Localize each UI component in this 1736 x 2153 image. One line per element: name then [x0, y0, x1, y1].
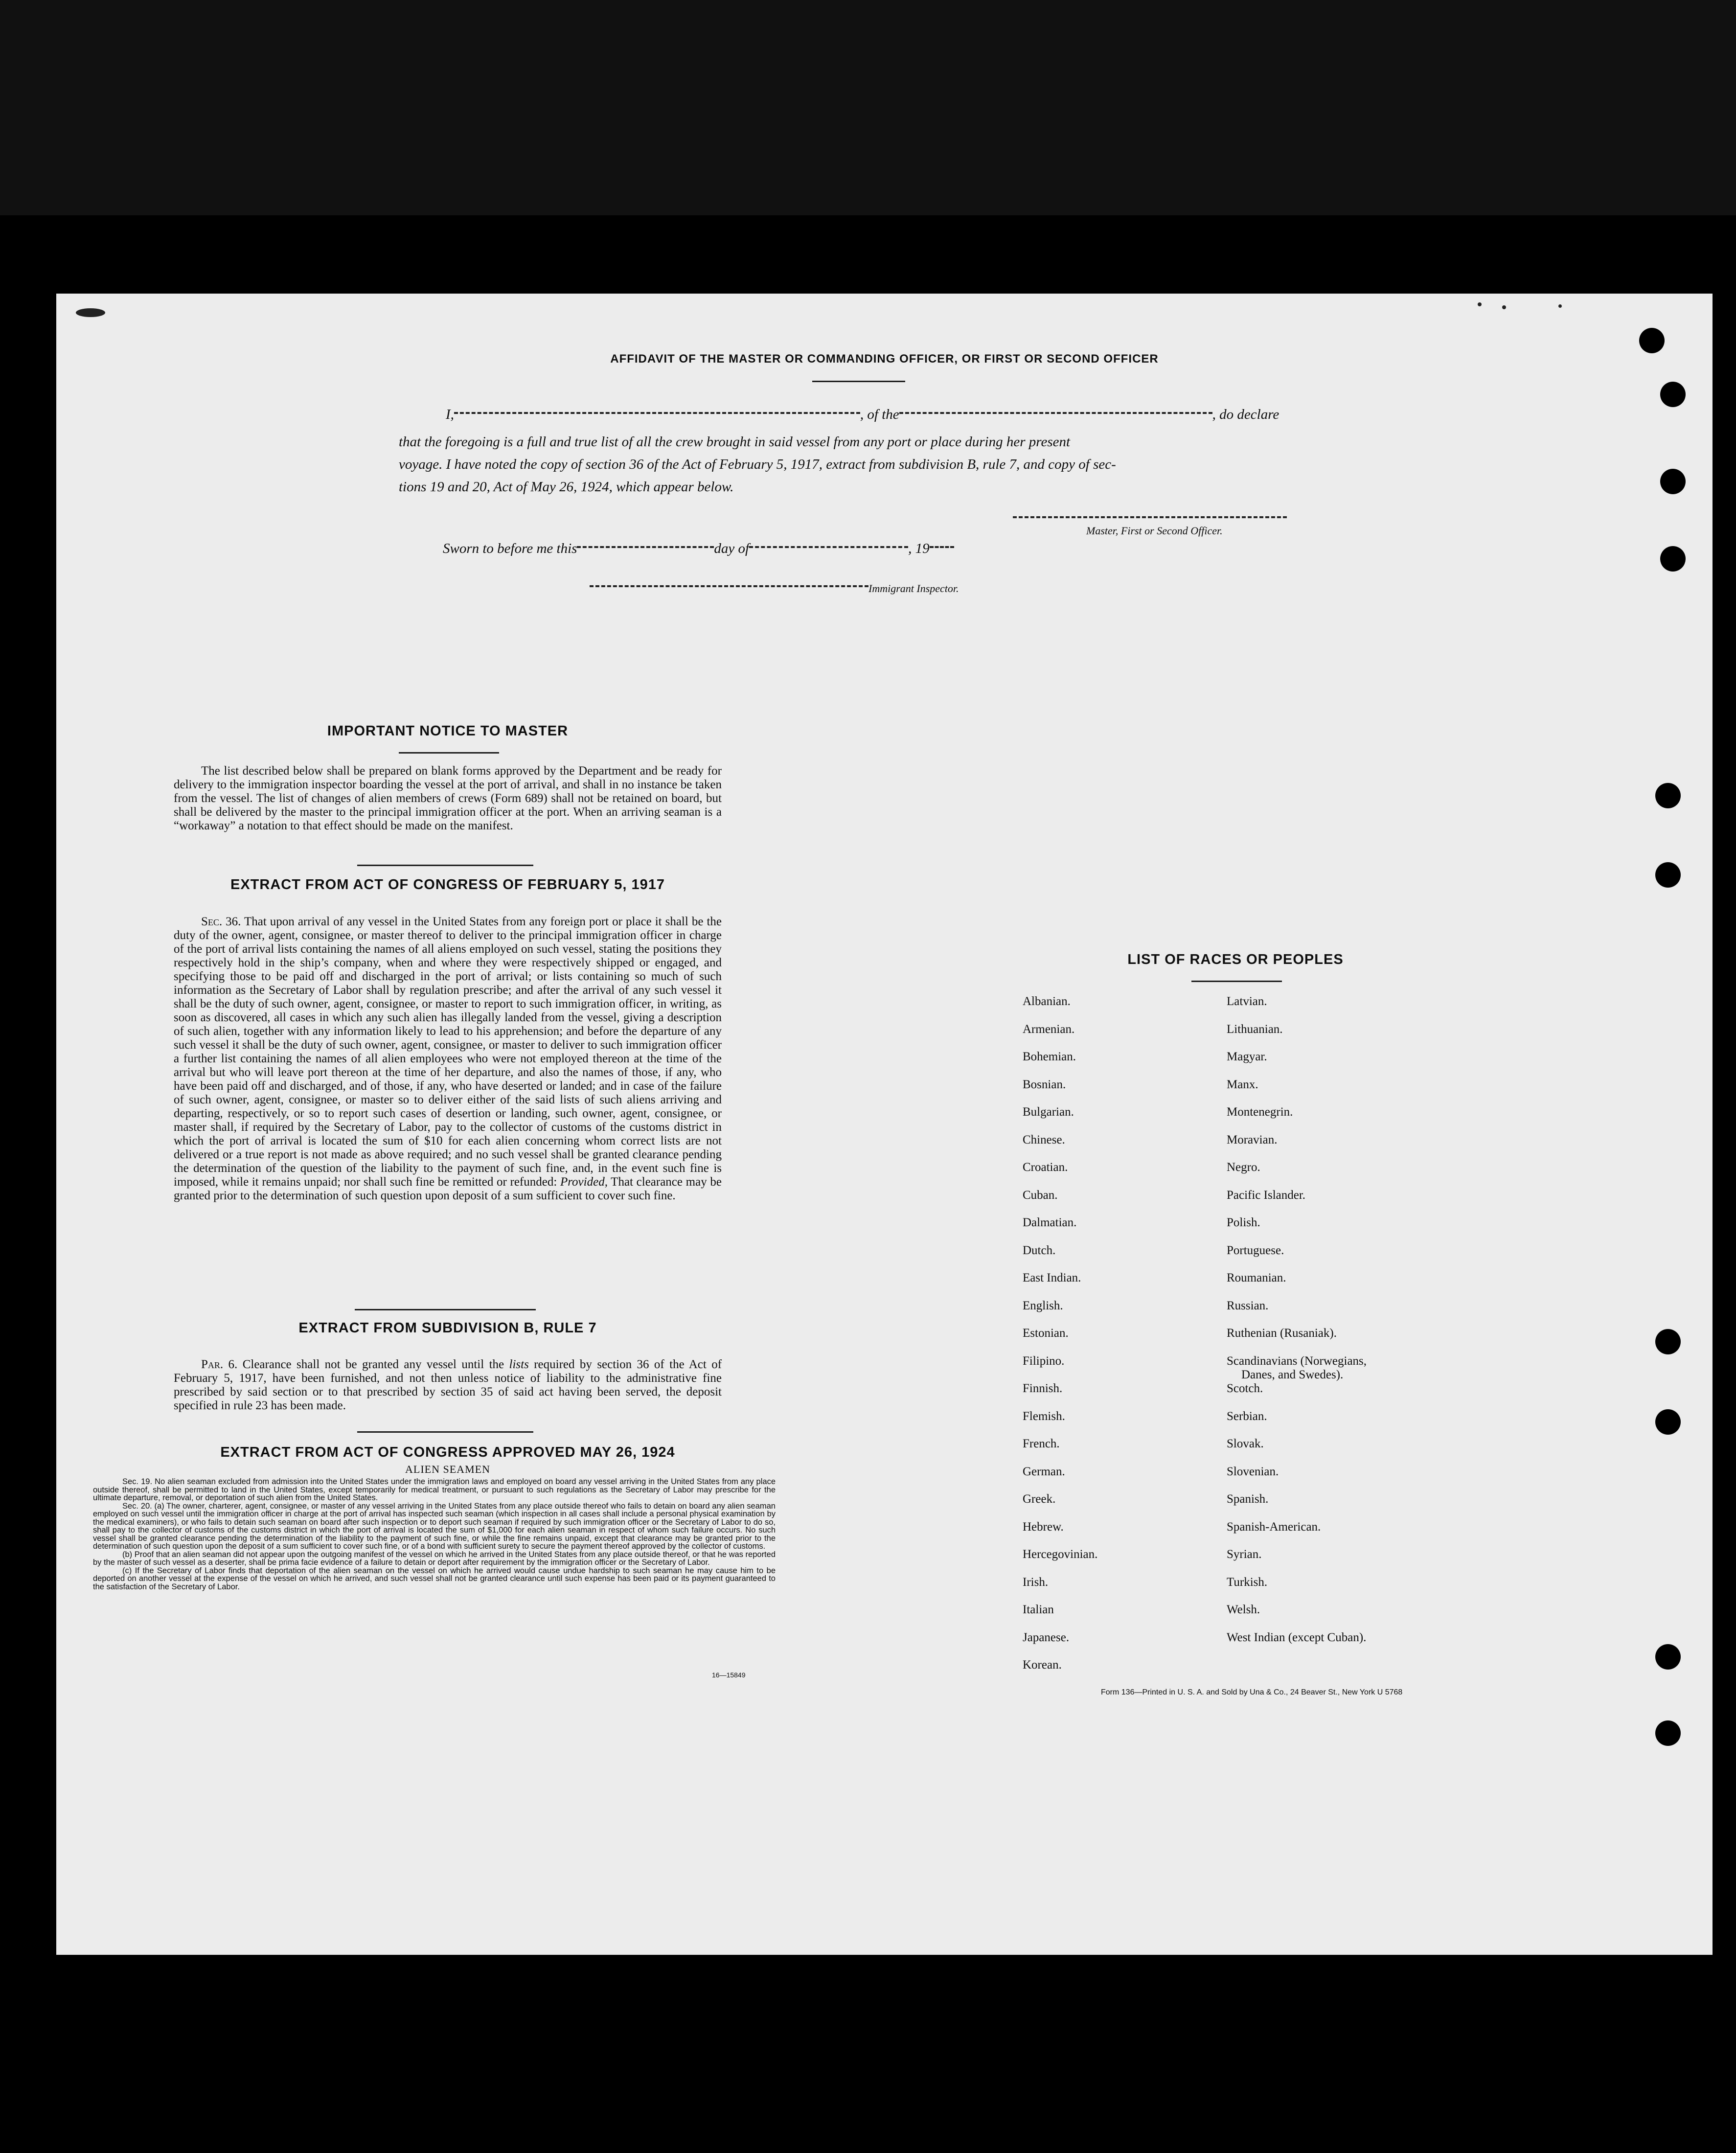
races-title: LIST OF RACES OR PEOPLES: [1127, 952, 1344, 967]
race-item: Magyar.: [1227, 1050, 1267, 1063]
punch-hole: [1660, 469, 1686, 494]
race-item: Danes, and Swedes).: [1241, 1368, 1344, 1381]
document-page: [56, 294, 1713, 1955]
scan-speck: [76, 308, 105, 317]
affidavit-declaration-line: [446, 407, 1375, 422]
rule7-body: Par. 6. Clearance shall not be granted any vessel until the lists required by section 36 of the Act of February 5, 1917, have been furnished, and not then unless notice of liability to the administrative fine prescribed by said section or to that prescribed by section 35 of said act having been served, the deposit specified in rule 23 has been made.: [174, 1358, 722, 1412]
punch-hole: [1639, 328, 1665, 353]
name-blank[interactable]: [454, 412, 860, 414]
par6-label: Par. 6.: [201, 1358, 238, 1371]
race-item: East Indian.: [1023, 1271, 1081, 1284]
race-item: Cuban.: [1023, 1188, 1058, 1202]
sec19-paragraph: Sec. 19. No alien seaman excluded from admission into the United States under the immigration laws and employed on board any vessel arriving in the United States from any place outside thereof, shall be permitted to land in the United States, except temporarily for medical treatment, or pursuant to such regulations as the Secretary of Labor may prescribe for the ultimate departure, removal, or deportation of such alien from the United States.: [93, 1477, 776, 1502]
rule7-title: EXTRACT FROM SUBDIVISION B, RULE 7: [298, 1320, 597, 1336]
punch-hole: [1660, 382, 1686, 407]
race-item: Hebrew.: [1023, 1520, 1064, 1534]
race-item: Ruthenian (Rusaniak).: [1227, 1327, 1337, 1340]
scan-background-top: [0, 0, 1736, 215]
affidavit-body: [399, 431, 1377, 498]
race-item: Armenian.: [1023, 1022, 1075, 1036]
race-item: Greek.: [1023, 1492, 1056, 1506]
race-item: Estonian.: [1023, 1327, 1069, 1340]
sworn-year-blank[interactable]: [930, 546, 954, 548]
affidavit-body-line: voyage. I have noted the copy of section 36 of the Act of February 5, 1917, extract from subdivision B, rule 7, and copy of sec-: [399, 457, 1116, 472]
punch-hole: [1655, 1644, 1681, 1670]
race-item: West Indian (except Cuban).: [1227, 1630, 1367, 1644]
race-item: Montenegrin.: [1227, 1105, 1293, 1119]
scan-speck: [1478, 302, 1482, 306]
race-item: Slovenian.: [1227, 1465, 1279, 1478]
race-item: Welsh.: [1227, 1603, 1260, 1616]
print-code: 16—15849: [712, 1671, 746, 1679]
divider: [399, 752, 499, 754]
form-note: Form 136—Printed in U. S. A. and Sold by Una & Co., 24 Beaver St., New York U 5768: [1101, 1688, 1403, 1696]
sworn-year-prefix: , 19: [908, 541, 930, 556]
race-item: Croatian.: [1023, 1161, 1068, 1174]
act1917-body: Sec. 36. That upon arrival of any vessel in the United States from any foreign port or place it shall be the duty of the owner, agent, consignee, or master thereof to deliver to the principal immigration officer in charge of the port of arrival lists containing the names of all aliens employed on such vessel, stating the positions they respectively hold in the ship’s company, when and where they were respectively shipped or engaged, and specifying those to be paid off and discharged in the port of arrival; or lists containing so much of such information as the Secretary of Labor shall by regulation prescribe; and after the arrival of any such vessel it shall be the duty of such owner, agent, consignee, or master to report to such immigration officer, in writing, as soon as discovered, all cases in which any such alien has illegally landed from the vessel, giving a description of such alien, together with any information likely to lead to his apprehension; and before the departure of any such vessel it shall be the duty of such owner, agent, consignee, or master to deliver to such immigration officer a further list containing the names of all alien employees who were not employed thereon at the time of the arrival but who will leave port thereon at the time of her departure, and also the names of those, if any, who have been paid off and discharged, and of those, if any, who have deserted or landed; and in case of the failure of such owner, agent, consignee, or master so to deliver either of the said lists of such aliens arriving and departing, respectively, or so to report such cases of desertion or landing, such owner, agent, consignee, or master shall, if required by the Secretary of Labor, pay to the collector of customs of the customs district in which the port of arrival is located the sum of $10 for each alien concerning whom correct lists are not delivered or a true report is not made as above required; and no such vessel shall be granted clearance pending the determination of the question of the liability to the payment of such fine, and, in the event such fine is imposed, while it remains unpaid; nor shall such fine be remitted or refunded: Provided, That clearance may be granted prior to the determination of such question upon deposit of a sum sufficient to cover such fine.: [174, 915, 722, 1202]
scan-speck: [1502, 305, 1506, 309]
punch-hole: [1655, 1409, 1681, 1435]
race-item: Latvian.: [1227, 995, 1267, 1008]
act1924-subtitle: ALIEN SEAMEN: [405, 1463, 490, 1475]
act1924-title: EXTRACT FROM ACT OF CONGRESS APPROVED MAY 26, 1924: [220, 1444, 675, 1460]
race-item: Serbian.: [1227, 1409, 1267, 1423]
race-item: Irish.: [1023, 1575, 1049, 1589]
divider: [355, 1309, 536, 1310]
race-item: Korean.: [1023, 1658, 1062, 1672]
vessel-blank[interactable]: [899, 412, 1212, 414]
race-item: Syrian.: [1227, 1548, 1262, 1561]
divider: [357, 1431, 533, 1433]
race-item: Scandinavians (Norwegians,: [1227, 1354, 1367, 1368]
race-item: Bulgarian.: [1023, 1105, 1074, 1119]
punch-hole: [1655, 862, 1681, 888]
notice-title: IMPORTANT NOTICE TO MASTER: [327, 723, 569, 739]
race-item: Filipino.: [1023, 1354, 1065, 1368]
act1924-body: [93, 1478, 776, 1591]
race-item: Chinese.: [1023, 1133, 1065, 1146]
master-signature-line[interactable]: [1013, 516, 1287, 518]
notice-body: The list described below shall be prepared on blank forms approved by the Department and be ready for delivery to the immigration inspector boarding the vessel at the port of arrival, and shall in no instance be taken from the vessel. The list of changes of alien members of crews (Form 689) shall not be retained on board, but shall be delivered by the master to the principal immigration officer at the port. When an arriving seaman is a “workaway” a notation to that effect should be made on the manifest.: [174, 764, 722, 832]
race-item: German.: [1023, 1465, 1065, 1478]
affidavit-i: I,: [446, 407, 454, 422]
race-item: Lithuanian.: [1227, 1022, 1283, 1036]
punch-hole: [1655, 1329, 1681, 1354]
race-item: Japanese.: [1023, 1630, 1070, 1644]
divider: [812, 381, 905, 382]
race-item: Slovak.: [1227, 1437, 1264, 1450]
race-item: Dutch.: [1023, 1243, 1056, 1257]
race-item: Manx.: [1227, 1077, 1258, 1091]
race-item: Albanian.: [1023, 995, 1071, 1008]
race-item: Spanish.: [1227, 1492, 1269, 1506]
sworn-prefix: Sworn to before me this: [443, 541, 577, 556]
sec36-label: Sec. 36.: [201, 915, 241, 928]
race-item: Spanish-American.: [1227, 1520, 1321, 1534]
race-item: Turkish.: [1227, 1575, 1268, 1589]
divider: [357, 865, 533, 866]
race-item: Negro.: [1227, 1161, 1260, 1174]
act1917-title: EXTRACT FROM ACT OF CONGRESS OF FEBRUARY 5, 1917: [230, 877, 665, 893]
race-item: Pacific Islander.: [1227, 1188, 1306, 1202]
race-item: Polish.: [1227, 1216, 1260, 1229]
race-item: Finnish.: [1023, 1382, 1063, 1395]
punch-hole: [1655, 1720, 1681, 1746]
race-item: French.: [1023, 1437, 1060, 1450]
punch-hole: [1655, 783, 1681, 808]
race-item: Hercegovinian.: [1023, 1548, 1098, 1561]
race-item: Dalmatian.: [1023, 1216, 1077, 1229]
sworn-line: [443, 541, 954, 557]
sworn-day-of: day of: [714, 541, 750, 556]
race-item: Russian.: [1227, 1299, 1269, 1312]
race-item: Bohemian.: [1023, 1050, 1076, 1063]
inspector-label: Immigrant Inspector.: [868, 582, 959, 595]
affidavit-do-declare: , do declare: [1212, 407, 1279, 422]
race-item: Flemish.: [1023, 1409, 1065, 1423]
race-item: English.: [1023, 1299, 1063, 1312]
affidavit-body-line: that the foregoing is a full and true list of all the crew brought in said vessel from any port or place during her present: [399, 434, 1071, 450]
race-item: Bosnian.: [1023, 1077, 1066, 1091]
sworn-month-blank[interactable]: [749, 546, 908, 548]
race-item: Portuguese.: [1227, 1243, 1284, 1257]
master-signature-label: Master, First or Second Officer.: [1086, 525, 1223, 537]
inspector-signature-blank[interactable]: [590, 585, 868, 587]
divider: [1191, 981, 1282, 982]
affidavit-body-line: tions 19 and 20, Act of May 26, 1924, which appear below.: [399, 479, 734, 495]
scan-speck: [1558, 304, 1562, 308]
race-item: Roumanian.: [1227, 1271, 1286, 1284]
inspector-line: [590, 582, 959, 595]
sec20c-paragraph: (c) If the Secretary of Labor finds that deportation of the alien seaman on the vessel on which he arrived would cause undue hardship to such seaman he may cause him to be deported on another vessel at the expense of the vessel on which he arrived, and such vessel shall not be granted clearance until such expense has been paid or its payment guaranteed to the satisfaction of the Secretary of Labor.: [93, 1566, 776, 1591]
race-item: Moravian.: [1227, 1133, 1278, 1146]
affidavit-of-the: , of the: [860, 407, 899, 422]
sworn-day-blank[interactable]: [577, 546, 714, 548]
race-item: Scotch.: [1227, 1382, 1263, 1395]
sec20b-paragraph: (b) Proof that an alien seaman did not appear upon the outgoing manifest of the vessel on which he arrived in the United States from any place outside thereof, or that he was reported by the master of such vessel as a deserter, shall be prima facie evidence of a failure to detain or deport after requirement by the immigration officer or the Secretary of Labor.: [93, 1550, 776, 1567]
sec20a-paragraph: Sec. 20. (a) The owner, charterer, agent, consignee, or master of any vessel arriving in the United States from any place outside thereof who fails to detain on board any alien seaman employed on such vessel until the immigration officer in charge at the port of arrival has inspected such seaman (which inspection in all cases shall include a personal physical examination by the medical examiners), or who fails to detain such seaman on board after such inspection or to deport such seaman if required by such immigration officer or the Secretary of Labor to do so, shall pay to the collector of customs of the customs district in which the port of arrival is located the sum of $1,000 for each alien seaman in respect of whom such failure occurs. No such vessel shall be granted clearance pending the determination of the liability to the payment of such fine, or while the fine remains unpaid, except that clearance may be granted prior to the determination of such question upon the deposit of a sum sufficient to cover such fine, or of a bond with sufficient surety to secure the payment thereof approved by the collector of customs.: [93, 1501, 776, 1551]
affidavit-title: AFFIDAVIT OF THE MASTER OR COMMANDING OFFICER, OR FIRST OR SECOND OFFICER: [610, 352, 1159, 366]
punch-hole: [1660, 546, 1686, 572]
race-item: Italian: [1023, 1603, 1054, 1616]
